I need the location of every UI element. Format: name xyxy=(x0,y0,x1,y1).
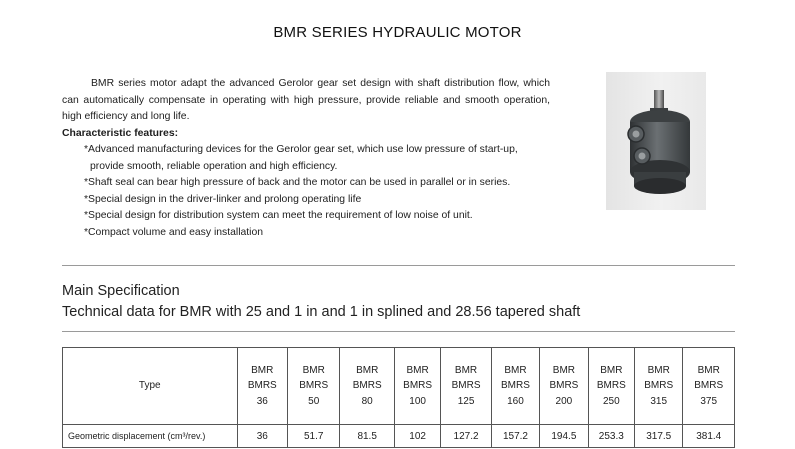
model-header: BMR BMRS 315 xyxy=(635,348,683,425)
table-cell: 317.5 xyxy=(635,425,683,448)
model-header: BMR BMRS 50 xyxy=(287,348,339,425)
table-cell: 381.4 xyxy=(683,425,735,448)
model-header: BMR BMRS 36 xyxy=(237,348,287,425)
model-header: BMR BMRS 200 xyxy=(540,348,588,425)
table-cell: 157.2 xyxy=(491,425,539,448)
spec-table xyxy=(62,347,735,448)
table-cell: 194.5 xyxy=(540,425,588,448)
feature-item: *Special design for distribution system can meet the requirement of low noise of unit. xyxy=(84,210,473,221)
feature-item: *Advanced manufacturing devices for the Gerolor gear set, which use low pressure of start-up, provide smooth, reliable operation and high efficiency. xyxy=(84,144,518,172)
model-header: BMR BMRS 100 xyxy=(394,348,440,425)
intro-paragraph: BMR series motor adapt the advanced Gerolor gear set design with shaft distribution flow, which can automatically compensate in operating with high pressure, provide reliable and smooth operation, high efficiency and long life. xyxy=(62,78,550,122)
feature-item: *Compact volume and easy installation xyxy=(84,226,264,238)
table-cell: 127.2 xyxy=(441,425,491,448)
document-title: BMR SERIES HYDRAULIC MOTOR xyxy=(273,24,522,41)
row-label: Geometric displacement (cm³/rev.) xyxy=(63,425,238,448)
table-header-row xyxy=(63,348,735,425)
model-header: BMR BMRS 160 xyxy=(491,348,539,425)
section-divider xyxy=(62,331,735,332)
spec-subtitle: Technical data for BMR with 25 and 1 in and 1 in splined and 28.56 tapered shaft xyxy=(62,304,581,320)
table-row xyxy=(63,425,735,448)
table-cell: 253.3 xyxy=(588,425,634,448)
table-cell: 36 xyxy=(237,425,287,448)
model-header: BMR BMRS 375 xyxy=(683,348,735,425)
model-header: BMR BMRS 250 xyxy=(588,348,634,425)
table-cell: 51.7 xyxy=(287,425,339,448)
feature-item: *Shaft seal can bear high pressure of back and the motor can be used in parallel or in series. xyxy=(84,177,511,188)
hydraulic-motor-photo xyxy=(606,72,706,210)
hydraulic-motor-icon xyxy=(606,72,706,210)
model-header: BMR BMRS 125 xyxy=(441,348,491,425)
features-heading: Characteristic features: xyxy=(62,127,179,139)
type-header: Type xyxy=(63,348,238,425)
table-cell: 81.5 xyxy=(340,425,394,448)
section-divider xyxy=(62,265,735,266)
spec-title: Main Specification xyxy=(62,283,180,299)
feature-item: *Special design in the driver-linker and prolong operating life xyxy=(84,193,362,205)
intro-section xyxy=(62,76,550,241)
features-list xyxy=(62,142,550,241)
table-cell: 102 xyxy=(394,425,440,448)
model-header: BMR BMRS 80 xyxy=(340,348,394,425)
